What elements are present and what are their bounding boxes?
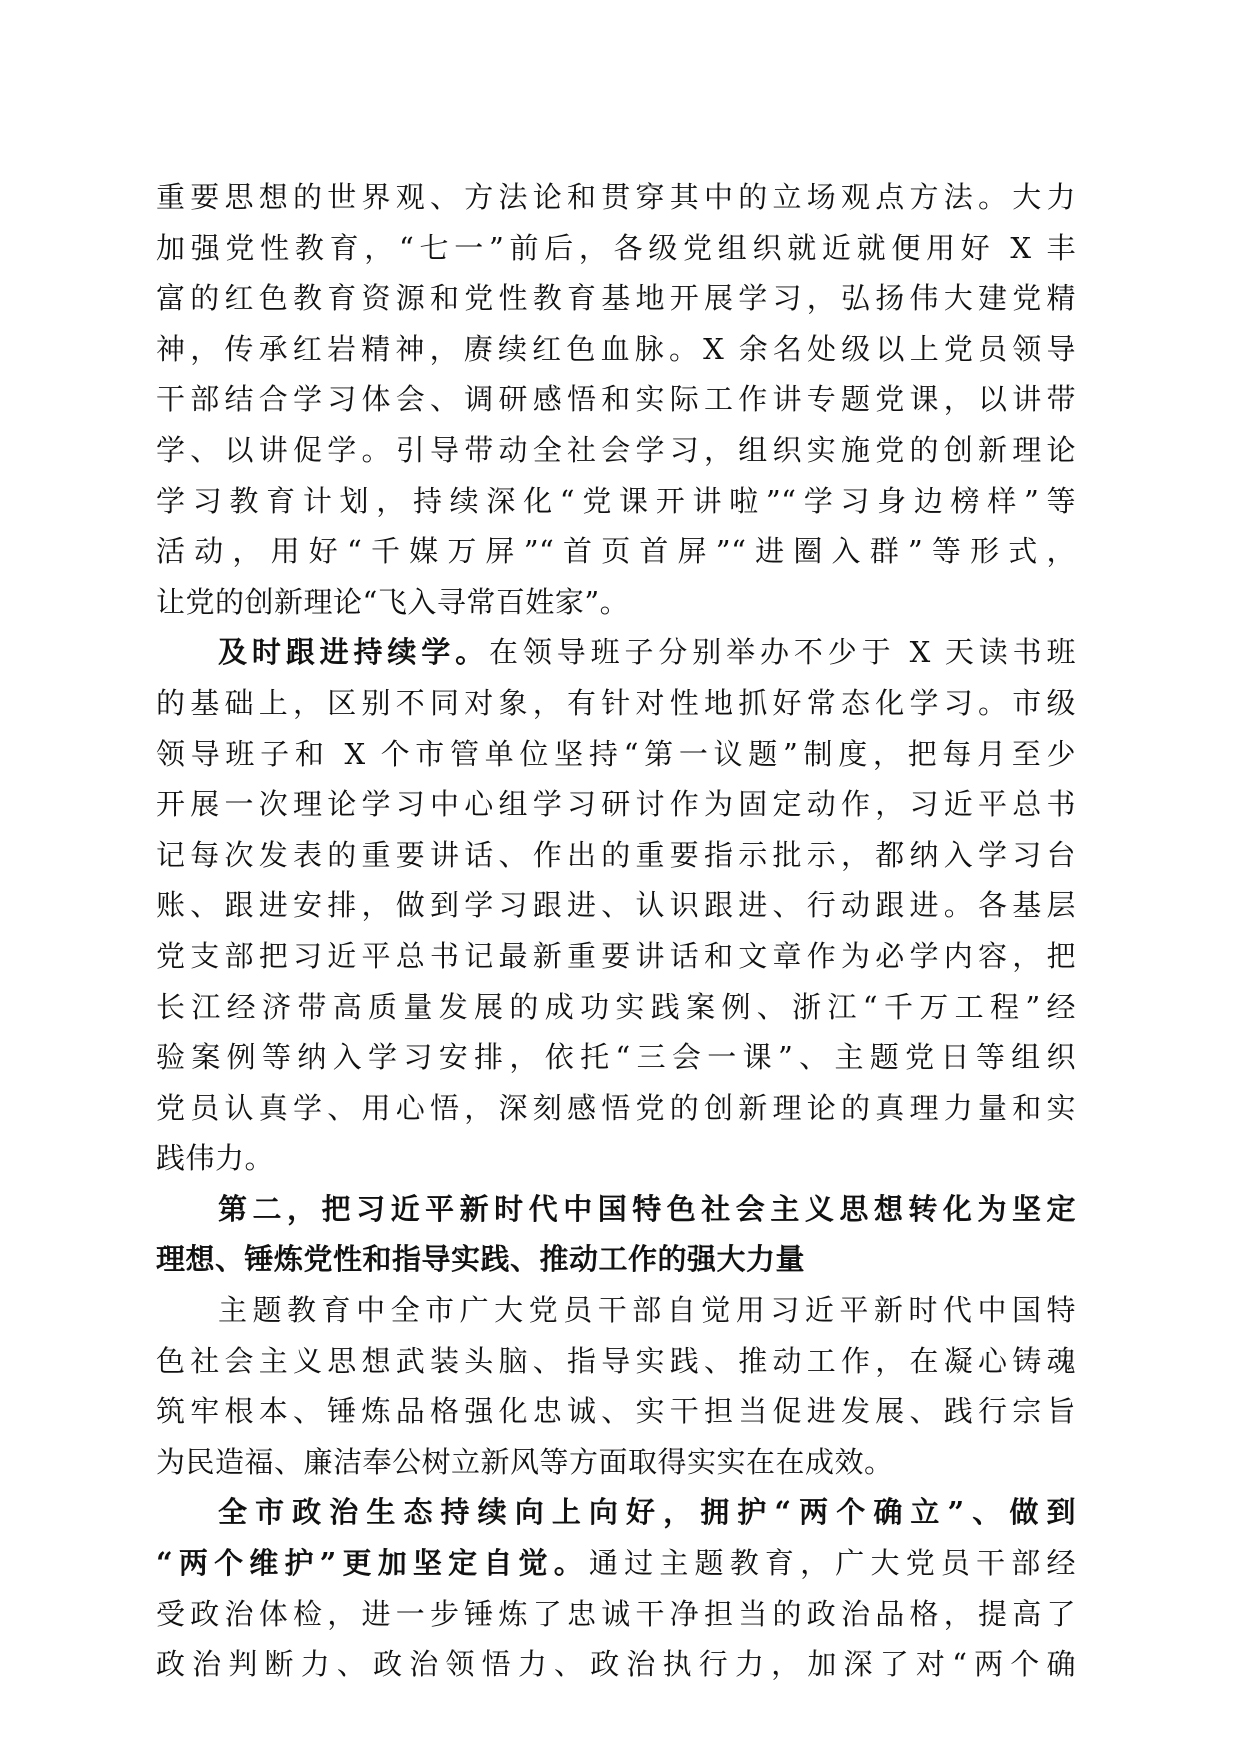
heading-line: 第二，把习近平新时代中国特色社会主义思想转化为坚定 bbox=[218, 1191, 1076, 1226]
text-line: 政治判断力、政治领悟力、政治执行力，加深了对“两个确 bbox=[156, 1647, 1076, 1682]
text-line: 为民造福、廉洁奉公树立新风等方面取得实实在在成效。 bbox=[156, 1444, 894, 1479]
heading-line: 理想、锤炼党性和指导实践、推动工作的强大力量 bbox=[156, 1242, 806, 1277]
text-line: 加强党性教育，“七一”前后，各级党组织就近就便用好 X 丰 bbox=[156, 230, 1076, 265]
text-line: 领导班子和 X 个市管单位坚持“第一议题”制度，把每月至少 bbox=[156, 736, 1076, 771]
text-line: 让党的创新理论“飞入寻常百姓家”。 bbox=[156, 584, 630, 619]
text-line: 的基础上，区别不同对象，有针对性地抓好常态化学习。市级 bbox=[156, 685, 1076, 720]
paragraph-lead-bold: “两个维护”更加坚定自觉。 bbox=[156, 1546, 589, 1581]
paragraph-continuation bbox=[156, 172, 1076, 627]
text-line: 党员认真学、用心悟，深刻感悟党的创新理论的真理力量和实 bbox=[156, 1090, 1076, 1125]
text-line: 活动，用好“千媒万屏”“首页首屏”“进圈入群”等形式， bbox=[156, 534, 1076, 569]
text-line: 开展一次理论学习中心组学习研讨作为固定动作，习近平总书 bbox=[156, 787, 1076, 822]
text-line: 账、跟进安排，做到学习跟进、认识跟进、行动跟进。各基层 bbox=[156, 888, 1076, 923]
text-line: 干部结合学习体会、调研感悟和实际工作讲专题党课，以讲带 bbox=[156, 382, 1076, 417]
text-line: 学、以讲促学。引导带动全社会学习，组织实施党的创新理论 bbox=[156, 432, 1076, 467]
text-line: 筑牢根本、锤炼品格强化忠诚、实干担当促进发展、践行宗旨 bbox=[156, 1394, 1076, 1429]
text-line: 践伟力。 bbox=[156, 1141, 275, 1176]
text-line bbox=[156, 1487, 1076, 1538]
text-line bbox=[156, 627, 1076, 678]
paragraph-political-ecology bbox=[156, 1487, 1076, 1689]
text-span: 在领导班子分别举办不少于 X 天读书班 bbox=[489, 635, 1076, 670]
paragraph-theme-education bbox=[156, 1285, 1076, 1487]
text-line: 重要思想的世界观、方法论和贯穿其中的立场观点方法。大力 bbox=[156, 180, 1076, 214]
text-line: 党支部把习近平总书记最新重要讲话和文章作为必学内容，把 bbox=[156, 938, 1076, 973]
text-line bbox=[156, 1538, 1076, 1589]
text-line: 富的红色教育资源和党性教育基地开展学习，弘扬伟大建党精 bbox=[156, 281, 1076, 316]
text-line: 学习教育计划，持续深化“党课开讲啦”“学习身边榜样”等 bbox=[156, 483, 1076, 518]
text-span: 通过主题教育，广大党员干部经 bbox=[588, 1546, 1076, 1581]
text-line: 受政治体检，进一步锤炼了忠诚干净担当的政治品格，提高了 bbox=[156, 1596, 1076, 1631]
text-line: 色社会主义思想武装头脑、指导实践、推动工作，在凝心铸魂 bbox=[156, 1343, 1076, 1378]
paragraph-lead-bold: 及时跟进持续学。 bbox=[218, 635, 490, 670]
paragraph-lead-bold: 全市政治生态持续向上向好，拥护“两个确立”、做到 bbox=[218, 1495, 1076, 1530]
text-line: 记每次发表的重要讲话、作出的重要指示批示，都纳入学习台 bbox=[156, 837, 1076, 872]
section-heading bbox=[156, 1184, 1076, 1285]
text-line: 主题教育中全市广大党员干部自觉用习近平新时代中国特 bbox=[218, 1293, 1076, 1328]
text-line: 神，传承红岩精神，赓续红色血脉。X 余名处级以上党员领导 bbox=[156, 331, 1076, 366]
document-page bbox=[156, 172, 1076, 1690]
paragraph-follow-up-study bbox=[156, 627, 1076, 1184]
text-line: 验案例等纳入学习安排，依托“三会一课”、主题党日等组织 bbox=[156, 1040, 1076, 1075]
text-line: 长江经济带高质量发展的成功实践案例、浙江“千万工程”经 bbox=[156, 989, 1076, 1024]
